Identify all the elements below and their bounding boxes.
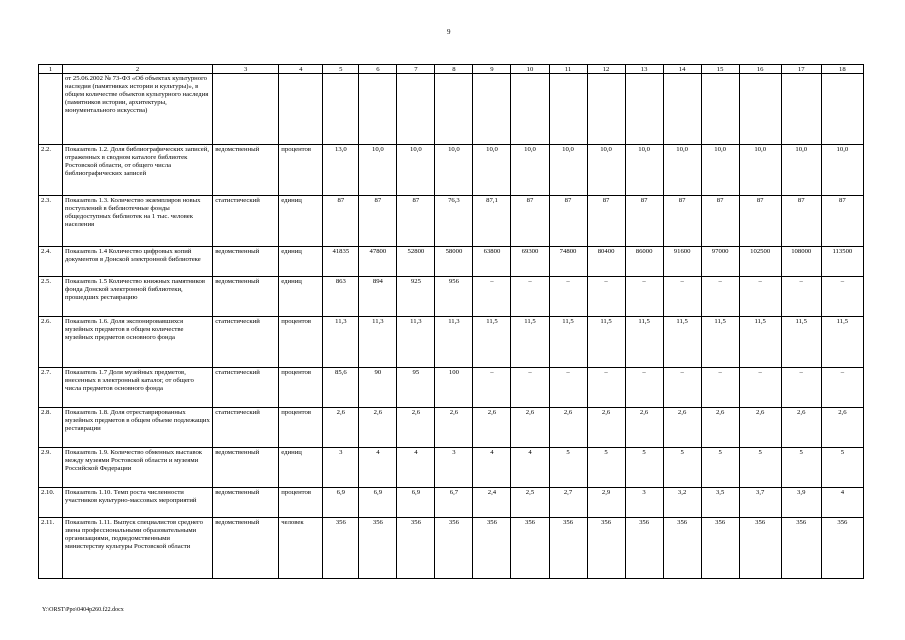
value-cell: 2,6 (701, 408, 739, 448)
value-cell: 87 (549, 196, 587, 247)
value-cell: – (511, 277, 549, 317)
data-source-cell: статистический (213, 196, 279, 247)
table-row (39, 74, 864, 145)
data-source-cell: ведомственный (213, 247, 279, 277)
value-cell: 11,5 (473, 317, 511, 368)
value-cell: 5 (587, 448, 625, 488)
value-cell: 11,5 (821, 317, 863, 368)
value-cell: 356 (435, 518, 473, 579)
value-cell: – (511, 368, 549, 408)
indicator-name-cell: Показатель 1.5 Количество книжных памятников фонда Донской электронной библиотеки, прошедших реставрацию (63, 277, 213, 317)
value-cell (397, 74, 435, 145)
data-source-cell: ведомственный (213, 518, 279, 579)
value-cell: 356 (397, 518, 435, 579)
value-cell (473, 74, 511, 145)
row-number-cell: 2.10. (39, 488, 63, 518)
column-number-cell: 10 (511, 65, 549, 74)
table-row (39, 196, 864, 247)
column-number-cell: 4 (279, 65, 323, 74)
value-cell: 5 (625, 448, 663, 488)
value-cell: 87 (701, 196, 739, 247)
value-cell: 863 (323, 277, 359, 317)
value-cell: 11,5 (549, 317, 587, 368)
value-cell: – (663, 277, 701, 317)
value-cell: – (473, 277, 511, 317)
value-cell (663, 74, 701, 145)
value-cell: 894 (359, 277, 397, 317)
value-cell: 41835 (323, 247, 359, 277)
value-cell: 6,9 (323, 488, 359, 518)
value-cell: 74800 (549, 247, 587, 277)
column-number-cell: 2 (63, 65, 213, 74)
indicator-name-cell: Показатель 1.6. Доля экспонировавшихся музейных предметов в общем количестве музейных предметов основного фонда (63, 317, 213, 368)
value-cell: 4 (473, 448, 511, 488)
value-cell: 87 (625, 196, 663, 247)
value-cell: 11,5 (625, 317, 663, 368)
row-number-cell: 2.4. (39, 247, 63, 277)
value-cell: 11,3 (435, 317, 473, 368)
value-cell: 356 (473, 518, 511, 579)
value-cell: 10,0 (739, 145, 781, 196)
value-cell: – (821, 277, 863, 317)
value-cell: 4 (359, 448, 397, 488)
header-row (39, 65, 864, 74)
value-cell: 10,0 (625, 145, 663, 196)
value-cell: 356 (821, 518, 863, 579)
unit-cell: процентов (279, 317, 323, 368)
value-cell: – (821, 368, 863, 408)
row-number-cell: 2.2. (39, 145, 63, 196)
value-cell: 58000 (435, 247, 473, 277)
value-cell (701, 74, 739, 145)
value-cell: 87 (323, 196, 359, 247)
column-number-cell: 8 (435, 65, 473, 74)
unit-cell: процентов (279, 368, 323, 408)
value-cell: 95 (397, 368, 435, 408)
value-cell: 3 (323, 448, 359, 488)
row-number-cell: 2.8. (39, 408, 63, 448)
unit-cell: человек (279, 518, 323, 579)
row-number-cell: 2.9. (39, 448, 63, 488)
column-number-cell: 16 (739, 65, 781, 74)
value-cell: 5 (821, 448, 863, 488)
value-cell: 87 (663, 196, 701, 247)
column-number-cell: 6 (359, 65, 397, 74)
row-number-cell: 2.3. (39, 196, 63, 247)
value-cell: 76,3 (435, 196, 473, 247)
value-cell: 63800 (473, 247, 511, 277)
value-cell: 6,9 (359, 488, 397, 518)
value-cell: 356 (663, 518, 701, 579)
value-cell: 2,6 (323, 408, 359, 448)
data-source-cell: статистический (213, 368, 279, 408)
value-cell (587, 74, 625, 145)
value-cell: 3 (435, 448, 473, 488)
row-number-cell: 2.7. (39, 368, 63, 408)
data-source-cell: ведомственный (213, 145, 279, 196)
value-cell: 4 (821, 488, 863, 518)
column-number-cell: 11 (549, 65, 587, 74)
row-number-cell: 2.11. (39, 518, 63, 579)
value-cell: 3,9 (781, 488, 821, 518)
indicator-name-cell: Показатель 1.11. Выпуск специалистов среднего звена профессиональными образовательными организациями, подведомственными министерству культуры Ростовской области (63, 518, 213, 579)
value-cell: 87 (587, 196, 625, 247)
column-number-cell: 1 (39, 65, 63, 74)
value-cell: 10,0 (473, 145, 511, 196)
data-source-cell: статистический (213, 317, 279, 368)
indicator-name-cell: Показатель 1.2. Доля библиографических записей, отраженных в сводном каталоге библиотек Ростовской области, от общего числа библиографических записей (63, 145, 213, 196)
value-cell (435, 74, 473, 145)
value-cell: 2,7 (549, 488, 587, 518)
value-cell: 356 (701, 518, 739, 579)
unit-cell: процентов (279, 145, 323, 196)
value-cell: 2,6 (435, 408, 473, 448)
value-cell: 11,3 (397, 317, 435, 368)
column-number-cell: 18 (821, 65, 863, 74)
data-source-cell: ведомственный (213, 277, 279, 317)
value-cell (739, 74, 781, 145)
column-number-cell: 12 (587, 65, 625, 74)
value-cell: 2,6 (821, 408, 863, 448)
value-cell: 10,0 (663, 145, 701, 196)
unit-cell (279, 74, 323, 145)
value-cell: 87 (739, 196, 781, 247)
value-cell: 87 (821, 196, 863, 247)
value-cell: – (625, 368, 663, 408)
value-cell (549, 74, 587, 145)
value-cell: 2,9 (587, 488, 625, 518)
value-cell: 102500 (739, 247, 781, 277)
table-row (39, 408, 864, 448)
column-number-cell: 17 (781, 65, 821, 74)
value-cell: – (701, 277, 739, 317)
value-cell: 2,6 (359, 408, 397, 448)
column-number-cell: 3 (213, 65, 279, 74)
value-cell: 2,6 (625, 408, 663, 448)
value-cell: 356 (739, 518, 781, 579)
value-cell: 2,4 (473, 488, 511, 518)
unit-cell: единиц (279, 277, 323, 317)
data-source-cell (213, 74, 279, 145)
value-cell: – (587, 277, 625, 317)
value-cell: 10,0 (701, 145, 739, 196)
value-cell: 80400 (587, 247, 625, 277)
value-cell: 5 (663, 448, 701, 488)
value-cell: 3,5 (701, 488, 739, 518)
value-cell: 100 (435, 368, 473, 408)
value-cell: 10,0 (359, 145, 397, 196)
value-cell: 4 (511, 448, 549, 488)
unit-cell: процентов (279, 408, 323, 448)
table-row (39, 448, 864, 488)
column-number-cell: 9 (473, 65, 511, 74)
value-cell: 11,5 (739, 317, 781, 368)
indicator-name-cell: Показатель 1.4 Количество цифровых копий документов в Донской электронной библиотеке (63, 247, 213, 277)
value-cell: 2,6 (587, 408, 625, 448)
value-cell: 356 (625, 518, 663, 579)
indicator-name-cell: Показатель 1.7 Доля музейных предметов, внесенных в электронный каталог, от общего числа предметов основного фонда (63, 368, 213, 408)
value-cell (821, 74, 863, 145)
value-cell: 10,0 (781, 145, 821, 196)
column-number-cell: 7 (397, 65, 435, 74)
value-cell: – (549, 277, 587, 317)
value-cell: 356 (359, 518, 397, 579)
value-cell: 69300 (511, 247, 549, 277)
value-cell: 2,6 (549, 408, 587, 448)
value-cell: 5 (739, 448, 781, 488)
value-cell: 11,5 (781, 317, 821, 368)
value-cell: 925 (397, 277, 435, 317)
unit-cell: единиц (279, 196, 323, 247)
value-cell: 2,5 (511, 488, 549, 518)
value-cell: – (663, 368, 701, 408)
value-cell: – (739, 277, 781, 317)
value-cell (511, 74, 549, 145)
value-cell: 10,0 (435, 145, 473, 196)
value-cell: 10,0 (821, 145, 863, 196)
value-cell (781, 74, 821, 145)
indicator-name-cell: Показатель 1.10. Темп роста численности участников культурно-массовых мероприятий (63, 488, 213, 518)
value-cell: – (587, 368, 625, 408)
value-cell: 2,6 (663, 408, 701, 448)
value-cell: 5 (701, 448, 739, 488)
value-cell: 5 (781, 448, 821, 488)
column-number-cell: 15 (701, 65, 739, 74)
value-cell: 3,7 (739, 488, 781, 518)
row-number-cell: 2.5. (39, 277, 63, 317)
value-cell: 90 (359, 368, 397, 408)
table-row (39, 277, 864, 317)
row-number-cell (39, 74, 63, 145)
value-cell: 11,5 (511, 317, 549, 368)
indicator-name-cell: Показатель 1.8. Доля отреставрированных музейных предметов в общем объеме подлежащих реставрации (63, 408, 213, 448)
table-row (39, 518, 864, 579)
value-cell: 2,6 (473, 408, 511, 448)
value-cell: 356 (587, 518, 625, 579)
data-source-cell: статистический (213, 408, 279, 448)
value-cell: 52800 (397, 247, 435, 277)
value-cell: 356 (549, 518, 587, 579)
value-cell: 3 (625, 488, 663, 518)
data-source-cell: ведомственный (213, 448, 279, 488)
table-row (39, 488, 864, 518)
value-cell: 10,0 (587, 145, 625, 196)
value-cell: – (781, 277, 821, 317)
unit-cell: процентов (279, 488, 323, 518)
value-cell: 10,0 (511, 145, 549, 196)
value-cell: 2,6 (397, 408, 435, 448)
value-cell: 87,1 (473, 196, 511, 247)
value-cell: – (739, 368, 781, 408)
column-number-cell: 5 (323, 65, 359, 74)
value-cell: 86000 (625, 247, 663, 277)
value-cell: – (781, 368, 821, 408)
value-cell: 5 (549, 448, 587, 488)
value-cell: 356 (323, 518, 359, 579)
value-cell: 11,5 (663, 317, 701, 368)
value-cell: 2,6 (781, 408, 821, 448)
value-cell: 356 (511, 518, 549, 579)
value-cell: 85,6 (323, 368, 359, 408)
value-cell (359, 74, 397, 145)
value-cell: 87 (781, 196, 821, 247)
value-cell: 91600 (663, 247, 701, 277)
page-number: 9 (447, 28, 451, 36)
value-cell: – (549, 368, 587, 408)
value-cell: 87 (397, 196, 435, 247)
value-cell: 2,6 (739, 408, 781, 448)
row-number-cell: 2.6. (39, 317, 63, 368)
value-cell: 4 (397, 448, 435, 488)
indicator-name-cell: Показатель 1.9. Количество обменных выставок между музеями Ростовской области и музеями Российской Федерации (63, 448, 213, 488)
value-cell: 47800 (359, 247, 397, 277)
table-row (39, 368, 864, 408)
value-cell: 10,0 (549, 145, 587, 196)
value-cell: 87 (359, 196, 397, 247)
value-cell: 11,5 (587, 317, 625, 368)
value-cell: – (701, 368, 739, 408)
indicators-table (38, 64, 864, 579)
value-cell: 956 (435, 277, 473, 317)
value-cell: 108000 (781, 247, 821, 277)
value-cell: 87 (511, 196, 549, 247)
value-cell: 11,3 (323, 317, 359, 368)
unit-cell: единиц (279, 247, 323, 277)
column-number-cell: 13 (625, 65, 663, 74)
value-cell: 356 (781, 518, 821, 579)
value-cell: 11,5 (701, 317, 739, 368)
table-row (39, 145, 864, 196)
value-cell: – (473, 368, 511, 408)
value-cell: 13,0 (323, 145, 359, 196)
data-source-cell: ведомственный (213, 488, 279, 518)
value-cell (625, 74, 663, 145)
footer-file-path: Y:\ORST\Ppo\0404p260.f22.docx (42, 607, 124, 613)
value-cell: 3,2 (663, 488, 701, 518)
value-cell: 6,9 (397, 488, 435, 518)
column-number-cell: 14 (663, 65, 701, 74)
value-cell: 2,6 (511, 408, 549, 448)
unit-cell: единиц (279, 448, 323, 488)
value-cell: 113500 (821, 247, 863, 277)
value-cell (323, 74, 359, 145)
table-row (39, 317, 864, 368)
value-cell: – (625, 277, 663, 317)
value-cell: 10,0 (397, 145, 435, 196)
value-cell: 97000 (701, 247, 739, 277)
value-cell: 11,3 (359, 317, 397, 368)
table-row (39, 247, 864, 277)
indicator-name-cell: от 25.06.2002 № 73-ФЗ «Об объектах культурного наследия (памятниках истории и культуры)», в общем количестве объектов культурного наследия (памятников истории, архитектуры, монументального искусства) (63, 74, 213, 145)
indicator-name-cell: Показатель 1.3. Количество экземпляров новых поступлений в библиотечные фонды общедоступных библиотек на 1 тыс. человек населения (63, 196, 213, 247)
value-cell: 6,7 (435, 488, 473, 518)
